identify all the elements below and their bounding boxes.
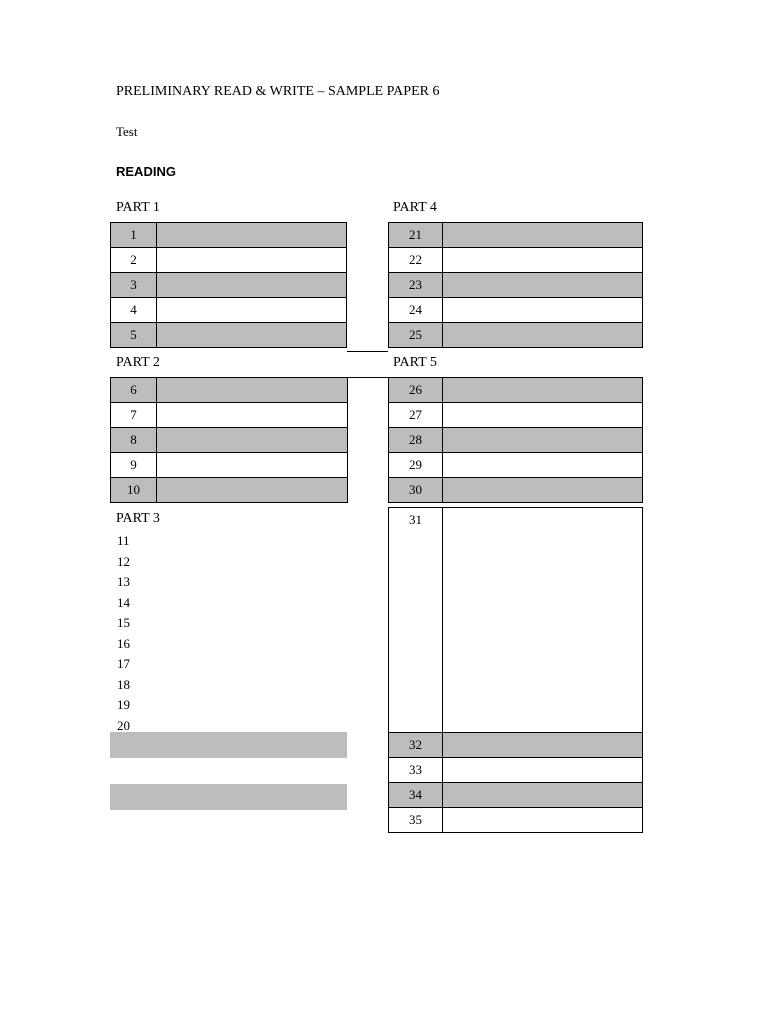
answer-cell[interactable] bbox=[443, 248, 643, 273]
page-subtitle: Test bbox=[116, 124, 138, 139]
answer-cell[interactable] bbox=[443, 403, 643, 428]
answer-cell[interactable] bbox=[157, 453, 348, 478]
question-number: 1 bbox=[111, 223, 157, 248]
question-number: 26 bbox=[389, 378, 443, 403]
shaded-answer-block[interactable] bbox=[110, 784, 347, 810]
question-number: 8 bbox=[111, 428, 157, 453]
answer-row bbox=[389, 783, 643, 808]
answer-cell[interactable] bbox=[157, 428, 348, 453]
question-number: 22 bbox=[389, 248, 443, 273]
answer-cell[interactable] bbox=[443, 733, 643, 758]
answer-cell[interactable] bbox=[157, 378, 348, 403]
answer-cell[interactable] bbox=[157, 403, 348, 428]
answer-row bbox=[389, 378, 643, 403]
list-item: 20 bbox=[117, 717, 130, 733]
list-item: 18 bbox=[117, 676, 130, 692]
answer-row bbox=[389, 733, 643, 758]
question-number: 21 bbox=[389, 223, 443, 248]
answer-cell[interactable] bbox=[443, 758, 643, 783]
part-5-answer-table bbox=[388, 377, 643, 503]
answer-cell[interactable] bbox=[443, 378, 643, 403]
question-number: 28 bbox=[389, 428, 443, 453]
answer-row bbox=[389, 808, 643, 833]
answer-row bbox=[389, 323, 643, 348]
list-item: 16 bbox=[117, 635, 130, 651]
shaded-answer-block[interactable] bbox=[110, 732, 347, 758]
answer-cell[interactable] bbox=[443, 478, 643, 503]
answer-row bbox=[111, 323, 347, 348]
part-6-answer-table bbox=[388, 507, 643, 833]
answer-row bbox=[389, 248, 643, 273]
part-4-label: PART 4 bbox=[393, 200, 437, 215]
question-number: 29 bbox=[389, 453, 443, 478]
question-number: 6 bbox=[111, 378, 157, 403]
answer-row bbox=[389, 478, 643, 503]
question-number: 5 bbox=[111, 323, 157, 348]
answer-cell[interactable] bbox=[443, 298, 643, 323]
question-number: 9 bbox=[111, 453, 157, 478]
divider-line bbox=[347, 351, 388, 352]
part-5-label: PART 5 bbox=[393, 355, 437, 370]
answer-cell[interactable] bbox=[157, 248, 347, 273]
question-number: 4 bbox=[111, 298, 157, 323]
page-title: PRELIMINARY READ & WRITE – SAMPLE PAPER 6 bbox=[116, 84, 440, 99]
answer-row bbox=[389, 453, 643, 478]
list-item: 17 bbox=[117, 656, 130, 671]
question-number: 7 bbox=[111, 403, 157, 428]
answer-cell[interactable] bbox=[443, 808, 643, 833]
answer-row bbox=[389, 223, 643, 248]
question-number: 27 bbox=[389, 403, 443, 428]
answer-cell[interactable] bbox=[157, 323, 347, 348]
answer-cell[interactable] bbox=[443, 508, 643, 733]
answer-row bbox=[111, 248, 347, 273]
answer-row bbox=[111, 453, 348, 478]
divider-line bbox=[347, 377, 388, 378]
question-number: 23 bbox=[389, 273, 443, 298]
answer-row bbox=[111, 478, 348, 503]
answer-cell[interactable] bbox=[443, 323, 643, 348]
answer-row bbox=[389, 403, 643, 428]
list-item: 11 bbox=[117, 533, 130, 548]
answer-cell[interactable] bbox=[443, 453, 643, 478]
question-number: 24 bbox=[389, 298, 443, 323]
list-item: 19 bbox=[117, 697, 130, 712]
question-number: 33 bbox=[389, 758, 443, 783]
answer-cell[interactable] bbox=[157, 223, 347, 248]
question-number: 34 bbox=[389, 783, 443, 808]
answer-cell[interactable] bbox=[443, 273, 643, 298]
part-1-answer-table bbox=[110, 222, 347, 348]
answer-cell[interactable] bbox=[157, 298, 347, 323]
answer-cell[interactable] bbox=[443, 223, 643, 248]
question-number: 10 bbox=[111, 478, 157, 503]
part-4-answer-table bbox=[388, 222, 643, 348]
answer-row bbox=[111, 403, 348, 428]
answer-row bbox=[389, 428, 643, 453]
answer-row bbox=[389, 508, 643, 733]
part-2-label: PART 2 bbox=[116, 355, 160, 370]
answer-row bbox=[111, 428, 348, 453]
list-item: 14 bbox=[117, 594, 130, 610]
question-number: 2 bbox=[111, 248, 157, 273]
part-3-number-list bbox=[117, 531, 130, 736]
part-2-answer-table bbox=[110, 377, 348, 503]
answer-row bbox=[111, 273, 347, 298]
answer-row bbox=[111, 223, 347, 248]
part-1-label: PART 1 bbox=[116, 200, 160, 215]
answer-row bbox=[389, 758, 643, 783]
question-number: 31 bbox=[389, 508, 443, 733]
question-number: 32 bbox=[389, 733, 443, 758]
question-number: 35 bbox=[389, 808, 443, 833]
answer-cell[interactable] bbox=[443, 783, 643, 808]
answer-cell[interactable] bbox=[443, 428, 643, 453]
answer-cell[interactable] bbox=[157, 478, 348, 503]
list-item: 12 bbox=[117, 553, 130, 569]
answer-row bbox=[389, 273, 643, 298]
part-3-label: PART 3 bbox=[116, 511, 160, 526]
list-item: 13 bbox=[117, 574, 130, 589]
list-item: 15 bbox=[117, 615, 130, 630]
section-heading: READING bbox=[116, 164, 176, 179]
question-number: 30 bbox=[389, 478, 443, 503]
answer-row bbox=[111, 378, 348, 403]
question-number: 3 bbox=[111, 273, 157, 298]
answer-row bbox=[389, 298, 643, 323]
question-number: 25 bbox=[389, 323, 443, 348]
answer-row bbox=[111, 298, 347, 323]
answer-cell[interactable] bbox=[157, 273, 347, 298]
